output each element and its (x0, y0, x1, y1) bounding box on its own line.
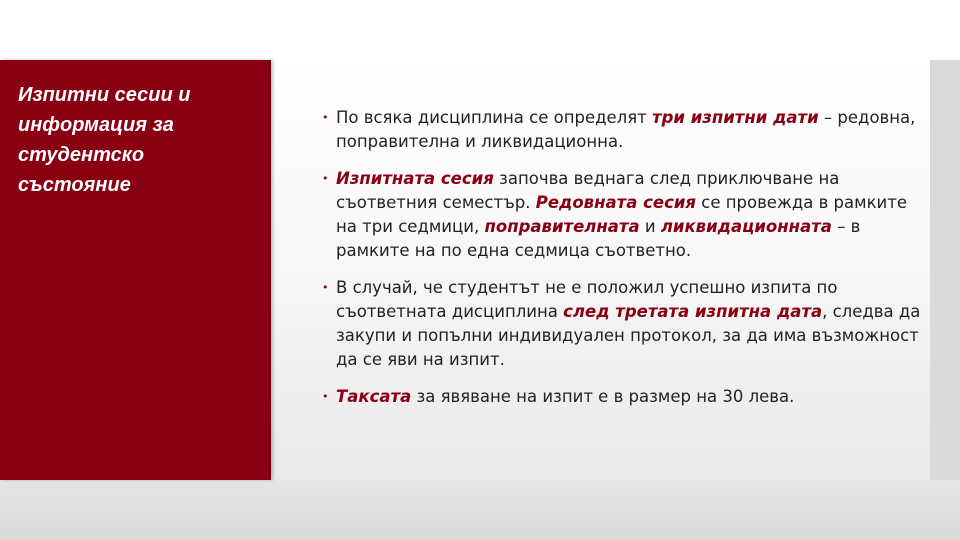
bullet-emphasis-text: ликвидационната (660, 217, 832, 236)
bullet-dot-icon: • (322, 281, 329, 294)
slide-title: Изпитни сесии и информация за студентско състояние (18, 84, 191, 196)
bullet-item (322, 385, 922, 409)
bullet-emphasis-text: поправителната (484, 217, 640, 236)
bullet-text: за явяване на изпит е в размер на 30 лева. (411, 387, 795, 406)
bullet-text: , следва да закупи и попълни индивидуален протокол, за да има възможност да се яви на изпит. (336, 302, 921, 369)
bullet-emphasis-text: Таксата (336, 387, 412, 406)
bullet-item (322, 276, 922, 372)
bullet-dot-icon: • (322, 172, 329, 185)
bullet-list (322, 106, 922, 422)
bullet-dot-icon: • (322, 390, 329, 403)
right-edge-strip (930, 60, 960, 480)
bullet-emphasis-text: три изпитни дати (652, 108, 819, 127)
bullet-text: се провежда в рамките на три седмици, (336, 193, 908, 236)
bullet-emphasis-text: след третата изпитна дата (563, 302, 823, 321)
bullet-text: В случай, че студентът не е положил успешно изпита по съответната дисциплина (336, 278, 838, 321)
bullet-text: и (639, 217, 661, 236)
bullet-text: – редовна, поправителна и ликвидационна. (336, 108, 916, 151)
bullet-emphasis-text: Редовната сесия (535, 193, 697, 212)
bullet-emphasis-text: Изпитната сесия (336, 169, 494, 188)
title-panel (0, 60, 271, 480)
bullet-item (322, 167, 922, 263)
bullet-text: По всяка дисциплина се определят (336, 108, 653, 127)
bullet-item (322, 106, 922, 154)
bullet-text: – в рамките на по една седмица съответно. (336, 217, 861, 260)
bullet-dot-icon: • (322, 111, 329, 124)
bullet-text: започва веднага след приключване на съответния семестър. (336, 169, 840, 212)
